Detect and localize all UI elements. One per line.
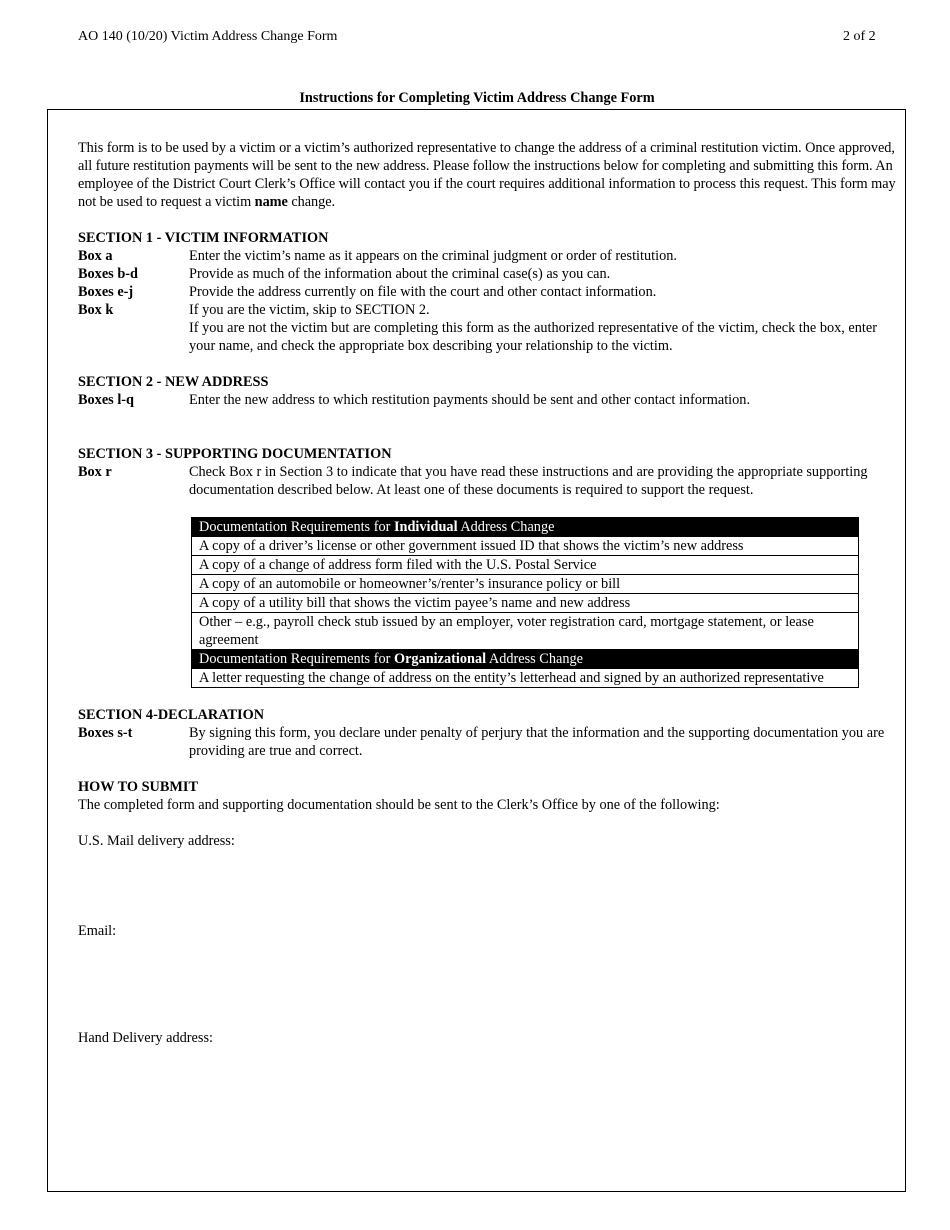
table-row: [192, 669, 859, 688]
table-cell: A copy of a change of address form filed with the U.S. Postal Service: [192, 556, 859, 575]
table-header-organizational: [192, 650, 859, 669]
box-label: Boxes s-t: [78, 725, 133, 741]
table-cell: A copy of an automobile or homeowner’s/renter’s insurance policy or bill: [192, 575, 859, 594]
section1-row: [78, 283, 898, 301]
table-row: [192, 613, 859, 650]
box-label: Box k: [78, 302, 114, 318]
section2-heading: SECTION 2 - NEW ADDRESS: [78, 374, 269, 390]
instructions-content: [78, 139, 898, 1047]
box-instruction: Check Box r in Section 3 to indicate that you have read these instructions and are providing the appropriate supporting documentation described below. At least one of these documents is required to support the request.: [189, 464, 868, 498]
box-instruction: By signing this form, you declare under penalty of perjury that the information and the supporting documentation you are providing are true and correct.: [189, 725, 885, 759]
intro-text: This form is to be used by a victim or a victim’s authorized representative to change the address of a criminal restitution victim. Once approved, all future restitution payments will be sent to the new address. Please follow the instructions below for completing and submitting this form. An employee of the District Court Clerk’s Office will contact you if the court requires additional information to process this request. This form may not be used to request a victim: [78, 140, 896, 210]
box-instruction: Enter the new address to which restitution payments should be sent and other contact information.: [189, 392, 751, 408]
intro-bold-word: name: [254, 194, 288, 210]
box-label: Box r: [78, 464, 112, 480]
section3-row: [78, 463, 898, 499]
table-cell: A copy of a utility bill that shows the victim payee’s name and new address: [192, 594, 859, 613]
section3-heading: SECTION 3 - SUPPORTING DOCUMENTATION: [78, 446, 392, 462]
table-cell: Other – e.g., payroll check stub issued by an employer, voter registration card, mortgage statement, or lease agreement: [192, 613, 859, 650]
submit-text: The completed form and supporting documentation should be sent to the Clerk’s Office by one of the following:: [78, 797, 720, 813]
table-header-individual: [192, 518, 859, 537]
mail-address-label: U.S. Mail delivery address:: [78, 833, 235, 849]
table-cell: A letter requesting the change of address on the entity’s letterhead and signed by an authorized representative: [192, 669, 859, 688]
box-instruction: Provide as much of the information about the criminal case(s) as you can.: [189, 266, 611, 282]
header-bold: Organizational: [393, 651, 487, 667]
section1-heading: SECTION 1 - VICTIM INFORMATION: [78, 230, 329, 246]
page-number: 2 of 2: [843, 29, 876, 44]
table-row: [192, 594, 859, 613]
header-text: Documentation Requirements for: [199, 651, 394, 667]
section1-row: [78, 319, 898, 355]
box-instruction: Provide the address currently on file with the court and other contact information.: [189, 284, 657, 300]
box-instruction: If you are not the victim but are completing this form as the authorized representative of the victim, check the box, enter your name, and check the appropriate box describing your relationship to the victim.: [189, 320, 877, 354]
header-text: Address Change: [486, 651, 583, 667]
hand-delivery-label: Hand Delivery address:: [78, 1030, 213, 1046]
documentation-requirements-table: [191, 517, 859, 688]
table-cell: A copy of a driver’s license or other government issued ID that shows the victim’s new address: [192, 537, 859, 556]
box-instruction: Enter the victim’s name as it appears on the criminal judgment or order of restitution.: [189, 248, 677, 264]
section4-row: [78, 724, 898, 760]
email-label: Email:: [78, 923, 117, 939]
box-instruction: If you are the victim, skip to SECTION 2.: [189, 302, 430, 318]
submit-heading: HOW TO SUBMIT: [78, 779, 198, 795]
header-text: Address Change: [457, 519, 555, 535]
box-label: Boxes l-q: [78, 392, 135, 408]
section1-row: [78, 265, 898, 283]
table-row: [192, 556, 859, 575]
intro-paragraph: [78, 139, 898, 211]
box-label: Box a: [78, 248, 113, 264]
table-row: [192, 537, 859, 556]
table-row: [192, 575, 859, 594]
section1-row: [78, 301, 898, 319]
header-bold: Individual: [393, 519, 458, 535]
section1-row: [78, 247, 898, 265]
section4-heading: SECTION 4-DECLARATION: [78, 707, 265, 723]
box-label: Boxes e-j: [78, 284, 134, 300]
page-title: Instructions for Completing Victim Address Change Form: [299, 90, 655, 106]
box-label: Boxes b-d: [78, 266, 138, 282]
form-id: AO 140 (10/20) Victim Address Change Form: [78, 29, 338, 44]
header-text: Documentation Requirements for: [199, 519, 394, 535]
section2-row: [78, 391, 898, 409]
box-label: [78, 319, 189, 355]
intro-text-end: change.: [287, 194, 336, 210]
